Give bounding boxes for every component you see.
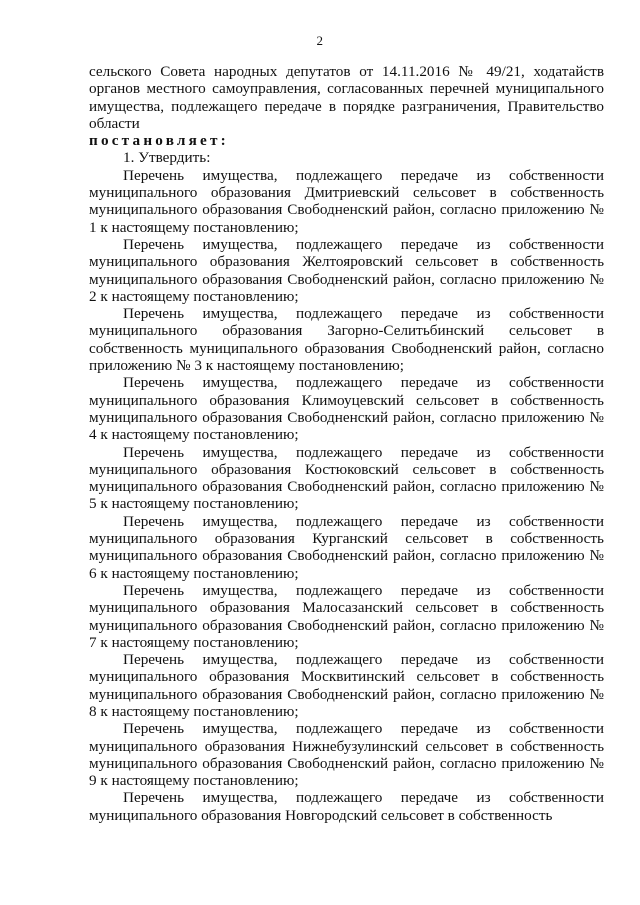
list-item: Перечень имущества, подлежащего передаче из собственности муниципального образования Загорно-Селитьбинский сельсовет в собственность муниципального образования Свободненский район, согласно приложению № 3 к настоящему постановлению;: [89, 305, 604, 375]
item-1-heading: 1. Утвердить:: [123, 149, 211, 167]
list-item: Перечень имущества, подлежащего передаче из собственности муниципального образования Курганский сельсовет в собственность муниципального образования Свободненский район, согласно приложению № 6 к настоящему постановлению;: [89, 512, 604, 582]
document-body: [89, 63, 604, 824]
list-item: Перечень имущества, подлежащего передаче из собственности муниципального образования Костюковский сельсовет в собственность муниципального образования Свободненский район, согласно приложению № 5 к настоящему постановлению;: [89, 443, 604, 513]
list-item: Перечень имущества, подлежащего передаче из собственности муниципального образования Новгородский сельсовет в собственность: [89, 789, 604, 824]
list-item: Перечень имущества, подлежащего передаче из собственности муниципального образования Дмитриевский сельсовет в собственность муниципального образования Свободненский район, согласно приложению № 1 к настоящему постановлению;: [89, 166, 604, 236]
list-item: Перечень имущества, подлежащего передаче из собственности муниципального образования Климоуцевский сельсовет в собственность муниципального образования Свободненский район, согласно приложению № 4 к настоящему постановлению;: [89, 374, 604, 444]
list-item: Перечень имущества, подлежащего передаче из собственности муниципального образования Москвитинский сельсовет в собственность муниципального образования Свободненский район, согласно приложению № 8 к настоящему постановлению;: [89, 651, 604, 720]
list-item: Перечень имущества, подлежащего передаче из собственности муниципального образования Малосазанский сельсовет в собственность муниципального образования Свободненский район, согласно приложению № 7 к настоящему постановлению;: [89, 581, 604, 651]
intro-paragraph: сельского Совета народных депутатов от 14.11.2016 № 49/21, ходатайств органов местного самоуправления, согласованных перечней муниципального имущества, подлежащего передаче в порядке разграничения, Правительство области: [89, 63, 604, 132]
page-number: 2: [316, 33, 324, 48]
decree-word: постановляет:: [89, 132, 229, 150]
list-item: Перечень имущества, подлежащего передаче из собственности муниципального образования Желтояровский сельсовет в собственность муниципального образования Свободненский район, согласно приложению № 2 к настоящему постановлению;: [89, 235, 604, 305]
list-item: Перечень имущества, подлежащего передаче из собственности муниципального образования Нижнебузулинский сельсовет в собственность муниципального образования Свободненский район, согласно приложению № 9 к настоящему постановлению;: [89, 720, 604, 790]
